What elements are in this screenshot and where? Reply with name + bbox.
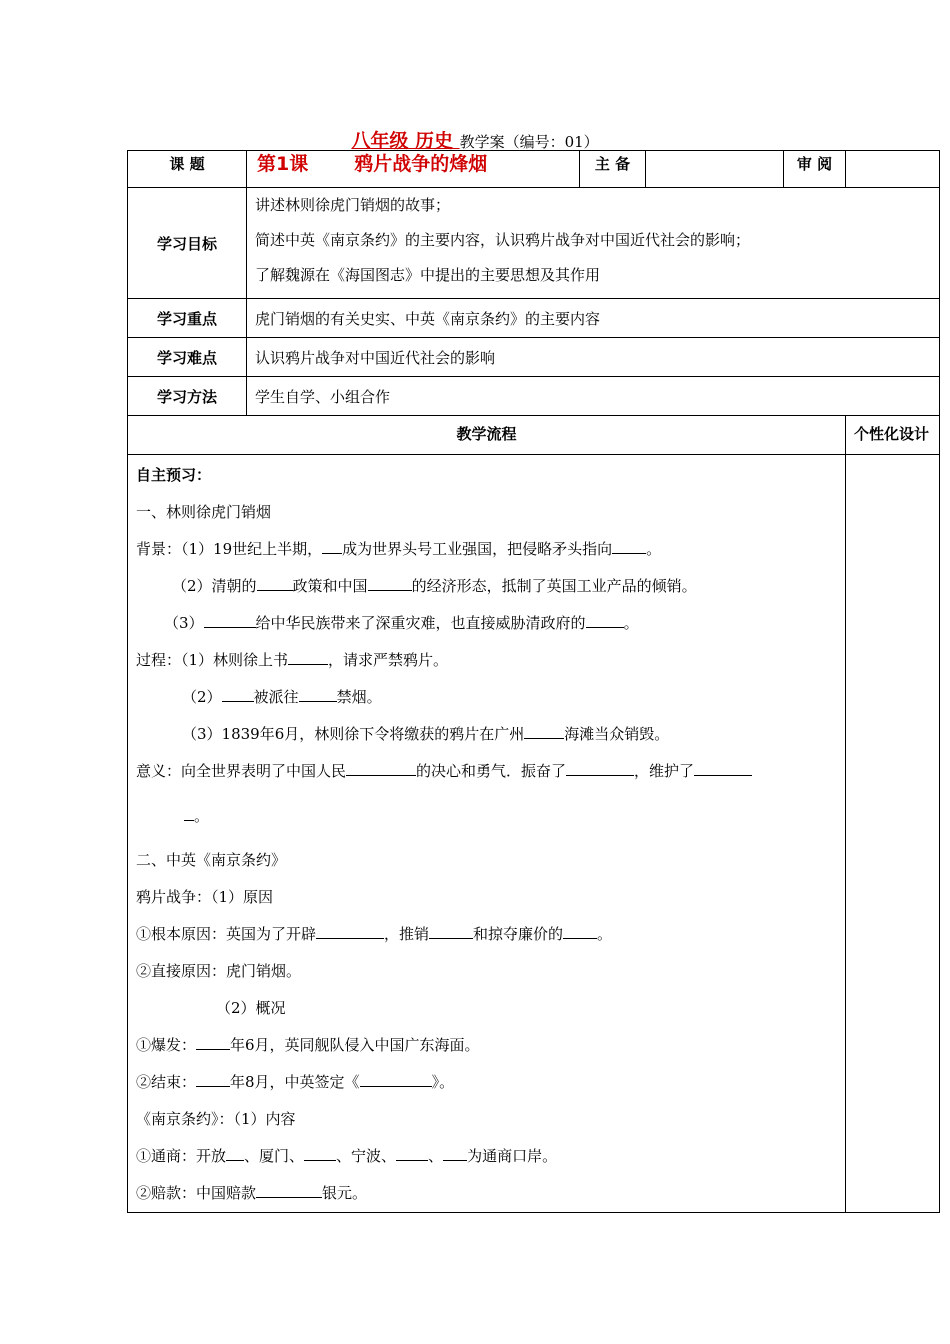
fill-blank bbox=[346, 761, 416, 776]
goals-row bbox=[128, 188, 940, 299]
lesson-plan-table bbox=[127, 150, 940, 1213]
process-2: （2） 被派往 禁烟。 bbox=[182, 688, 382, 706]
background-3: （3） 给中华民族带来了深重灾难，也直接威胁清政府的 。 bbox=[164, 614, 639, 632]
flow-body-row bbox=[128, 455, 940, 1213]
title-plan-number: 教学案（编号：01） bbox=[459, 133, 599, 151]
cause-2: ②直接原因：虎门销烟。 bbox=[136, 962, 302, 980]
goals-label: 学习目标 bbox=[128, 188, 247, 299]
title-grade-subject: 八年级 历史 bbox=[351, 130, 460, 152]
fill-blank bbox=[196, 1072, 230, 1087]
treaty-content: 《南京条约》：（1）内容 bbox=[136, 1110, 296, 1128]
cause-1: ①根本原因：英国为了开辟 ，推销 和掠夺廉价的 。 bbox=[136, 925, 613, 943]
ending: ②结束： 年8月，中英签定《 》。 bbox=[136, 1073, 455, 1091]
goal-line-2: 简述中英《南京条约》的主要内容，认识鸦片战争对中国近代社会的影响； bbox=[255, 231, 751, 249]
topic-label: 课 题 bbox=[128, 151, 247, 188]
fill-blank bbox=[204, 613, 256, 628]
significance: 意义：向全世界表明了中国人民 的决心和勇气．振奋了 ，维护了 bbox=[136, 753, 845, 790]
fill-blank bbox=[524, 724, 564, 739]
fill-blank bbox=[612, 539, 646, 554]
fill-blank bbox=[222, 687, 254, 702]
goal-line-3: 了解魏源在《海国图志》中提出的主要思想及其作用 bbox=[255, 266, 601, 284]
reviewer-label: 审 阅 bbox=[784, 151, 846, 188]
trade-ports: ①通商：开放 、厦门、 、宁波、 、 为通商口岸。 bbox=[136, 1147, 558, 1165]
goal-line-1: 讲述林则徐虎门销烟的故事； bbox=[255, 196, 451, 214]
personal-design-label: 个性化设计 bbox=[846, 416, 940, 455]
key-points-row bbox=[128, 299, 940, 338]
methods-text: 学生自学、小组合作 bbox=[247, 377, 940, 416]
opium-war-causes: 鸦片战争：（1）原因 bbox=[136, 888, 274, 906]
key-points-text: 虎门销烟的有关史实、中英《南京条约》的主要内容 bbox=[247, 299, 940, 338]
self-study-heading: 自主预习： bbox=[136, 466, 212, 484]
fill-blank bbox=[566, 761, 634, 776]
process-1: 过程：（1）林则徐上书 ，请求严禁鸦片。 bbox=[136, 651, 449, 669]
personal-design-column bbox=[846, 455, 940, 1213]
process-3: （3）1839年6月，林则徐下令将缴获的鸦片在广州 海滩当众销毁。 bbox=[182, 725, 670, 743]
section-1-title: 一、林则徐虎门销烟 bbox=[136, 503, 272, 521]
overview-heading: （2）概况 bbox=[216, 999, 286, 1017]
fill-blank bbox=[226, 1146, 244, 1161]
fill-blank bbox=[256, 1183, 322, 1198]
lesson-title bbox=[247, 151, 580, 188]
flow-label: 教学流程 bbox=[128, 416, 846, 455]
difficulties-row bbox=[128, 338, 940, 377]
fill-blank bbox=[429, 924, 473, 939]
fill-blank bbox=[368, 576, 412, 591]
flow-header-row bbox=[128, 416, 940, 455]
fill-blank bbox=[396, 1146, 428, 1161]
fill-blank bbox=[586, 613, 624, 628]
fill-blank bbox=[322, 539, 342, 554]
section-2-title: 二、中英《南京条约》 bbox=[136, 851, 287, 869]
flow-content bbox=[128, 455, 846, 1213]
fill-blank bbox=[694, 761, 752, 776]
reviewer-value bbox=[846, 151, 940, 188]
fill-blank bbox=[184, 806, 194, 821]
background-2: （2）清朝的 政策和中国 的经济形态，抵制了英国工业产品的倾销。 bbox=[172, 577, 697, 595]
lesson-number: 第1课 bbox=[257, 153, 309, 175]
lesson-name: 鸦片战争的烽烟 bbox=[354, 153, 488, 175]
fill-blank bbox=[443, 1146, 467, 1161]
significance-end: 。 bbox=[136, 790, 845, 842]
difficulties-label: 学习难点 bbox=[128, 338, 247, 377]
fill-blank bbox=[288, 650, 328, 665]
fill-blank bbox=[360, 1072, 432, 1087]
fill-blank bbox=[257, 576, 293, 591]
methods-row bbox=[128, 377, 940, 416]
document-title bbox=[0, 126, 950, 153]
fill-blank bbox=[316, 924, 384, 939]
fill-blank bbox=[196, 1035, 230, 1050]
goals-content bbox=[247, 188, 940, 299]
preparer-label: 主 备 bbox=[580, 151, 646, 188]
background-1: 背景：（1）19世纪上半期， 成为世界头号工业强国，把侵略矛头指向 。 bbox=[136, 540, 662, 558]
fill-blank bbox=[304, 1146, 336, 1161]
fill-blank bbox=[299, 687, 337, 702]
difficulties-text: 认识鸦片战争对中国近代社会的影响 bbox=[247, 338, 940, 377]
preparer-value bbox=[646, 151, 784, 188]
indemnity: ②赔款：中国赔款 银元。 bbox=[136, 1184, 368, 1202]
fill-blank bbox=[563, 924, 597, 939]
header-row bbox=[128, 151, 940, 188]
methods-label: 学习方法 bbox=[128, 377, 247, 416]
key-points-label: 学习重点 bbox=[128, 299, 247, 338]
outbreak: ①爆发： 年6月，英同舰队侵入中国广东海面。 bbox=[136, 1036, 480, 1054]
